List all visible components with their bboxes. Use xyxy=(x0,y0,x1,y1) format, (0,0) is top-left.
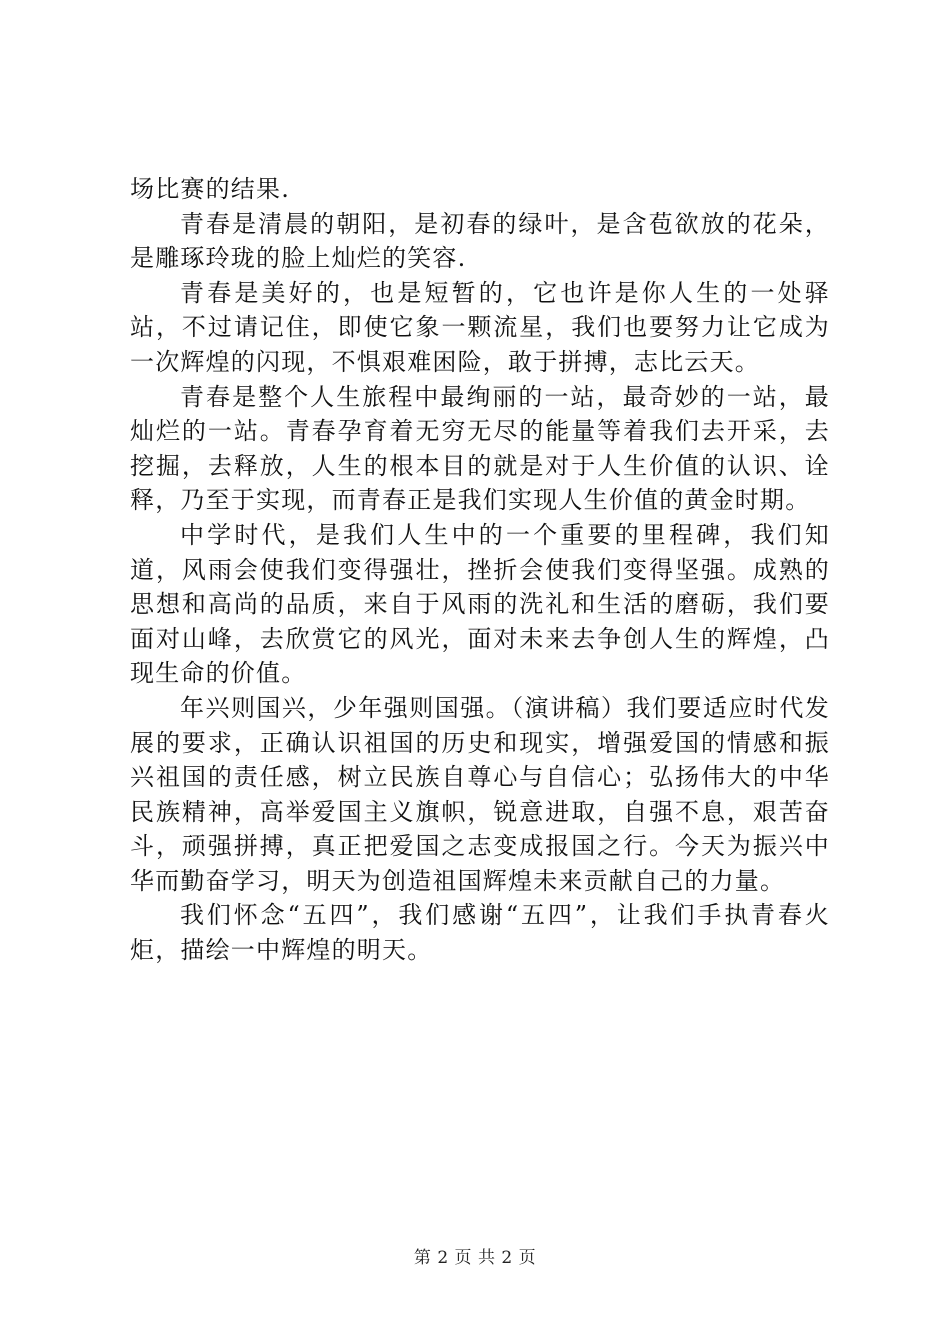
page-number-footer: 第 2 页 共 2 页 xyxy=(413,1248,537,1268)
paragraph: 青春是整个人生旅程中最绚丽的一站，最奇妙的一站，最灿烂的一站。青春孕育着无穷无尽的能量等着我们去开采，去挖掘，去释放，人生的根本目的就是对于人生价值的认识、诠释，乃至于实现，而青春正是我们实现人生价值的黄金时期。 xyxy=(130,382,830,515)
paragraph: 青春是清晨的朝阳，是初春的绿叶，是含苞欲放的花朵，是雕琢玲珑的脸上灿烂的笑容. xyxy=(130,209,830,273)
paragraph: 我们怀念“五四”，我们感谢“五四”，让我们手执青春火炬，描绘一中辉煌的明天。 xyxy=(130,901,830,965)
document-body xyxy=(130,172,830,968)
paragraph: 青春是美好的，也是短暂的，它也许是你人生的一处驿站，不过请记住，即使它象一颗流星，我们也要努力让它成为一次辉煌的闪现，不惧艰难困险，敢于拼搏，志比云天。 xyxy=(130,278,830,376)
paragraph: 年兴则国兴，少年强则国强。（演讲稿）我们要适应时代发展的要求，正确认识祖国的历史和现实，增强爱国的情感和振兴祖国的责任感，树立民族自尊心与自信心；弘扬伟大的中华民族精神，高举爱国主义旗帜，锐意进取，自强不息，艰苦奋斗，顽强拼搏，真正把爱国之志变成报国之行。今天为振兴中华而勤奋学习，明天为创造祖国辉煌未来贡献自己的力量。 xyxy=(130,693,830,895)
paragraph-continuation: 场比赛的结果. xyxy=(130,175,291,203)
paragraph: 中学时代，是我们人生中的一个重要的里程碑，我们知道，风雨会使我们变得强壮，挫折会使我们变得坚强。成熟的思想和高尚的品质，来自于风雨的洗礼和生活的磨砺，我们要面对山峰，去欣赏它的风光，面对未来去争创人生的辉煌，凸现生命的价值。 xyxy=(130,520,830,688)
